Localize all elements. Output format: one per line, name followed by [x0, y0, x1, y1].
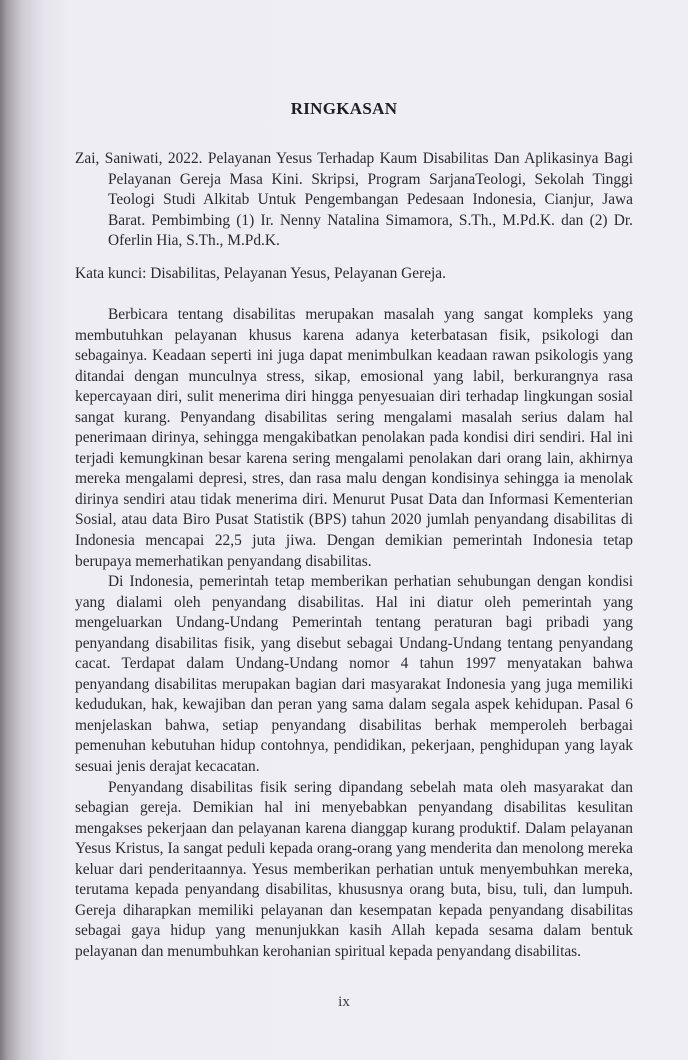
paragraph: Di Indonesia, pemerintah tetap memberikan perhatian sehubungan dengan kondisi yang dialami oleh penyandang disabilitas. Hal ini diatur oleh pemerintah yang mengeluarkan Undang-Undang Pemerintah tentang peraturan bagi pribadi yang penyandang disabilitas fisik, yang disebut sebagai Undang-Undang tentang penyandang cacat. Terdapat dalam Undang-Undang nomor 4 tahun 1997 menyatakan bahwa penyandang disabilitas merupakan bagian dari masyarakat Indonesia yang juga memiliki kedudukan, hak, kewajiban dan peran yang sama dalam segala aspek kehidupan. Pasal 6 menjelaskan bahwa, setiap penyandang disabilitas berhak memperoleh berbagai pemenuhan kebutuhan hidup contohnya, pendidikan, pekerjaan, penghidupan yang layak sesuai jenis derajat kecacatan. — [75, 573, 633, 776]
page-number: ix — [338, 994, 350, 1010]
page-title: RINGKASAN — [290, 99, 398, 118]
paragraph: Berbicara tentang disabilitas merupakan masalah yang sangat kompleks yang membutuhkan pelayanan khusus karena adanya keterbatasan fisik, psikologi dan sebagainya. Keadaan seperti ini juga dapat menimbulkan keadaan rawan psikologis yang ditandai dengan munculnya stress, sikap, emosional yang labil, berkurangnya rasa kepercayaan diri, sulit menerima diri hingga penyesuaian diri terhadap lingkungan sosial sangat kurang. Penyandang disabilitas sering mengalami masalah serius dalam hal penerimaan dirinya, sehingga mengakibatkan penolakan pada kondisi diri sendiri. Hal ini terjadi kemungkinan besar karena sering mengalami penolakan dari orang lain, akhirnya mereka mengalami depresi, stres, dan rasa malu dengan kondisinya sehingga ia menolak dirinya sendiri atau tidak menerima diri. Menurut Pusat Data dan Informasi Kementerian Sosial, atau data Biro Pusat Statistik (BPS) tahun 2020 jumlah penyandang disabilitas di Indonesia mencapai 22,5 juta jiwa. Dengan demikian pemerintah Indonesia tetap berupaya memerhatikan penyandang disabilitas. — [75, 306, 633, 570]
abstract-body — [75, 305, 633, 963]
paragraph: Penyandang disabilitas fisik sering dipandang sebelah mata oleh masyarakat dan sebagian gereja. Demikian hal ini menyebabkan penyandang disabilitas kesulitan mengakses pekerjaan dan pelayanan karena dianggap kurang produktif. Dalam pelayanan Yesus Kristus, Ia sangat peduli kepada orang-orang yang menderita dan menolong mereka keluar dari penderitaannya. Yesus memberikan perhatian untuk menyembuhkan mereka, terutama kepada penyandang disabilitas, khususnya orang buta, bisu, tuli, dan lumpuh. Gereja diharapkan memiliki pelayanan dan kesempatan kepada penyandang disabilitas sebagai gaya hidup yang menunjukkan kasih Allah kepada sesama dalam bentuk pelayanan dan menumbuhkan kerohanian spiritual kepada penyandang disabilitas. — [75, 778, 633, 960]
bibliographic-citation: Zai, Saniwati, 2022. Pelayanan Yesus Terhadap Kaum Disabilitas Dan Aplikasinya Bagi Pelayanan Gereja Masa Kini. Skripsi, Program SarjanaTeologi, Sekolah Tinggi Teologi Studi Alkitab Untuk Pengembangan Pedesaan Indonesia, Cianjur, Jawa Barat. Pembimbing (1) Ir. Nenny Natalina Simamora, S.Th., M.Pd.K. dan (2) Dr. Oferlin Hia, S.Th., M.Pd.K. — [75, 150, 633, 250]
keywords-line: Kata kunci: Disabilitas, Pelayanan Yesus, Pelayanan Gereja. — [75, 265, 446, 282]
